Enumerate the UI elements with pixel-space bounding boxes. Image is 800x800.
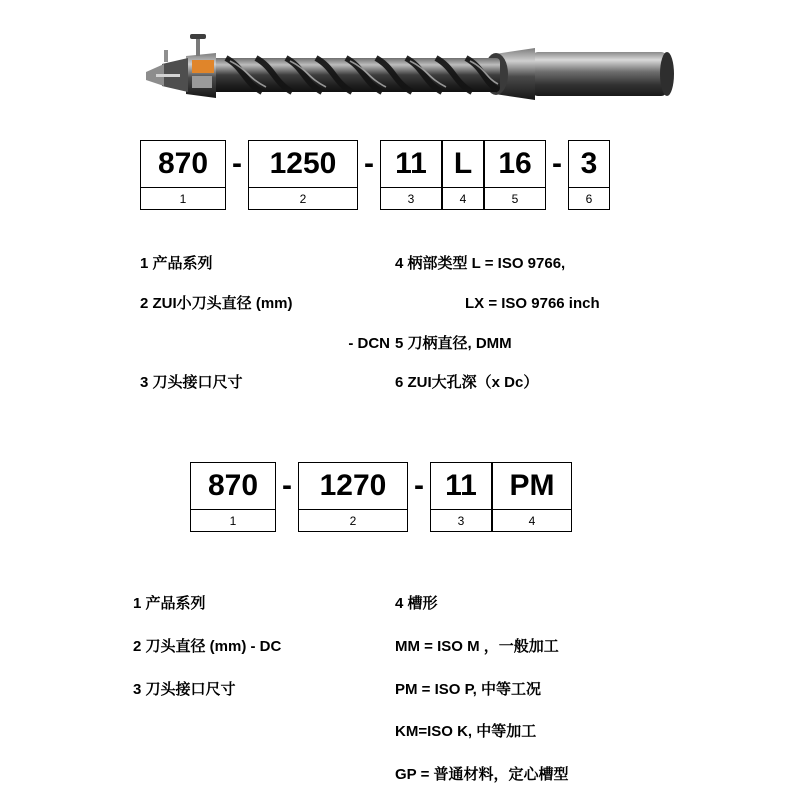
legend-block-1-left	[140, 255, 390, 414]
legend-line: GP = 普通材料，定心槽型	[395, 766, 569, 783]
code-index: 1	[190, 510, 276, 532]
legend-line: 3 刀头接口尺寸	[140, 374, 243, 392]
insert-grey	[192, 76, 212, 88]
code-value: 16	[484, 140, 546, 188]
code-cell-interface	[380, 140, 442, 210]
drill-shank	[532, 52, 667, 96]
screw-top	[196, 38, 200, 56]
legend-block-2-right	[395, 595, 755, 800]
code-cell-diameter	[248, 140, 358, 210]
shank-end-cap	[660, 52, 674, 96]
code-value: L	[442, 140, 484, 188]
legend-line: 5 刀柄直径, DMM	[395, 334, 512, 352]
code-index: 5	[484, 188, 546, 210]
code-value: 11	[430, 462, 492, 510]
code-cell-geometry	[492, 462, 572, 532]
screw-head	[190, 34, 206, 39]
designation-code-block-1	[140, 140, 610, 210]
legend-line: 4 柄部类型 L = ISO 9766,	[395, 255, 566, 272]
legend-line: 2 刀头直径 (mm) - DC	[133, 637, 282, 655]
code-index: 1	[140, 188, 226, 210]
legend-line: 3 刀头接口尺寸	[133, 680, 236, 698]
code-cell-max-depth	[568, 140, 610, 210]
code-cell-series	[190, 462, 276, 532]
code-separator: -	[282, 469, 292, 502]
legend-line: MM = ISO M ，一般加工	[395, 637, 559, 655]
legend-line: PM = ISO P, 中等工况	[395, 680, 542, 698]
legend-line: LX = ISO 9766 inch	[465, 294, 600, 312]
code-value: 11	[380, 140, 442, 188]
code-cell-shank-type	[442, 140, 484, 210]
drill-head	[186, 53, 216, 98]
code-value: 870	[190, 462, 276, 510]
code-separator: -	[232, 147, 242, 180]
code-value: 870	[140, 140, 226, 188]
code-index: 4	[492, 510, 572, 532]
drill-illustration	[140, 20, 680, 120]
code-value: 3	[568, 140, 610, 188]
code-value: PM	[492, 462, 572, 510]
code-cell-diameter	[298, 462, 408, 532]
code-index: 2	[248, 188, 358, 210]
code-cell-series	[140, 140, 226, 210]
legend-line: 6 ZUI大孔深（x Dc）	[395, 374, 539, 392]
code-separator: -	[364, 147, 374, 180]
code-index: 2	[298, 510, 408, 532]
code-separator: -	[552, 147, 562, 180]
code-index: 4	[442, 188, 484, 210]
code-cell-shank-diameter	[484, 140, 546, 210]
code-value: 1250	[248, 140, 358, 188]
legend-line: KM=ISO K, 中等加工	[395, 723, 537, 741]
legend-line: 1 产品系列	[140, 255, 213, 272]
code-value: 1270	[298, 462, 408, 510]
code-separator: -	[414, 469, 424, 502]
designation-code-block-2	[190, 462, 572, 532]
code-index: 6	[568, 188, 610, 210]
legend-line: 4 槽形	[395, 595, 438, 612]
code-cell-interface	[430, 462, 492, 532]
code-index: 3	[430, 510, 492, 532]
tip-edge	[156, 74, 180, 77]
insert-orange	[192, 60, 214, 73]
code-index: 3	[380, 188, 442, 210]
legend-block-2-left	[133, 595, 383, 723]
legend-block-1-right	[395, 255, 725, 414]
screw-side	[164, 50, 168, 62]
legend-line: - DCN	[348, 334, 390, 352]
legend-line: 2 ZUI小刀头直径 (mm)	[140, 294, 293, 312]
legend-line: 1 产品系列	[133, 595, 206, 612]
drill-svg	[140, 20, 680, 120]
